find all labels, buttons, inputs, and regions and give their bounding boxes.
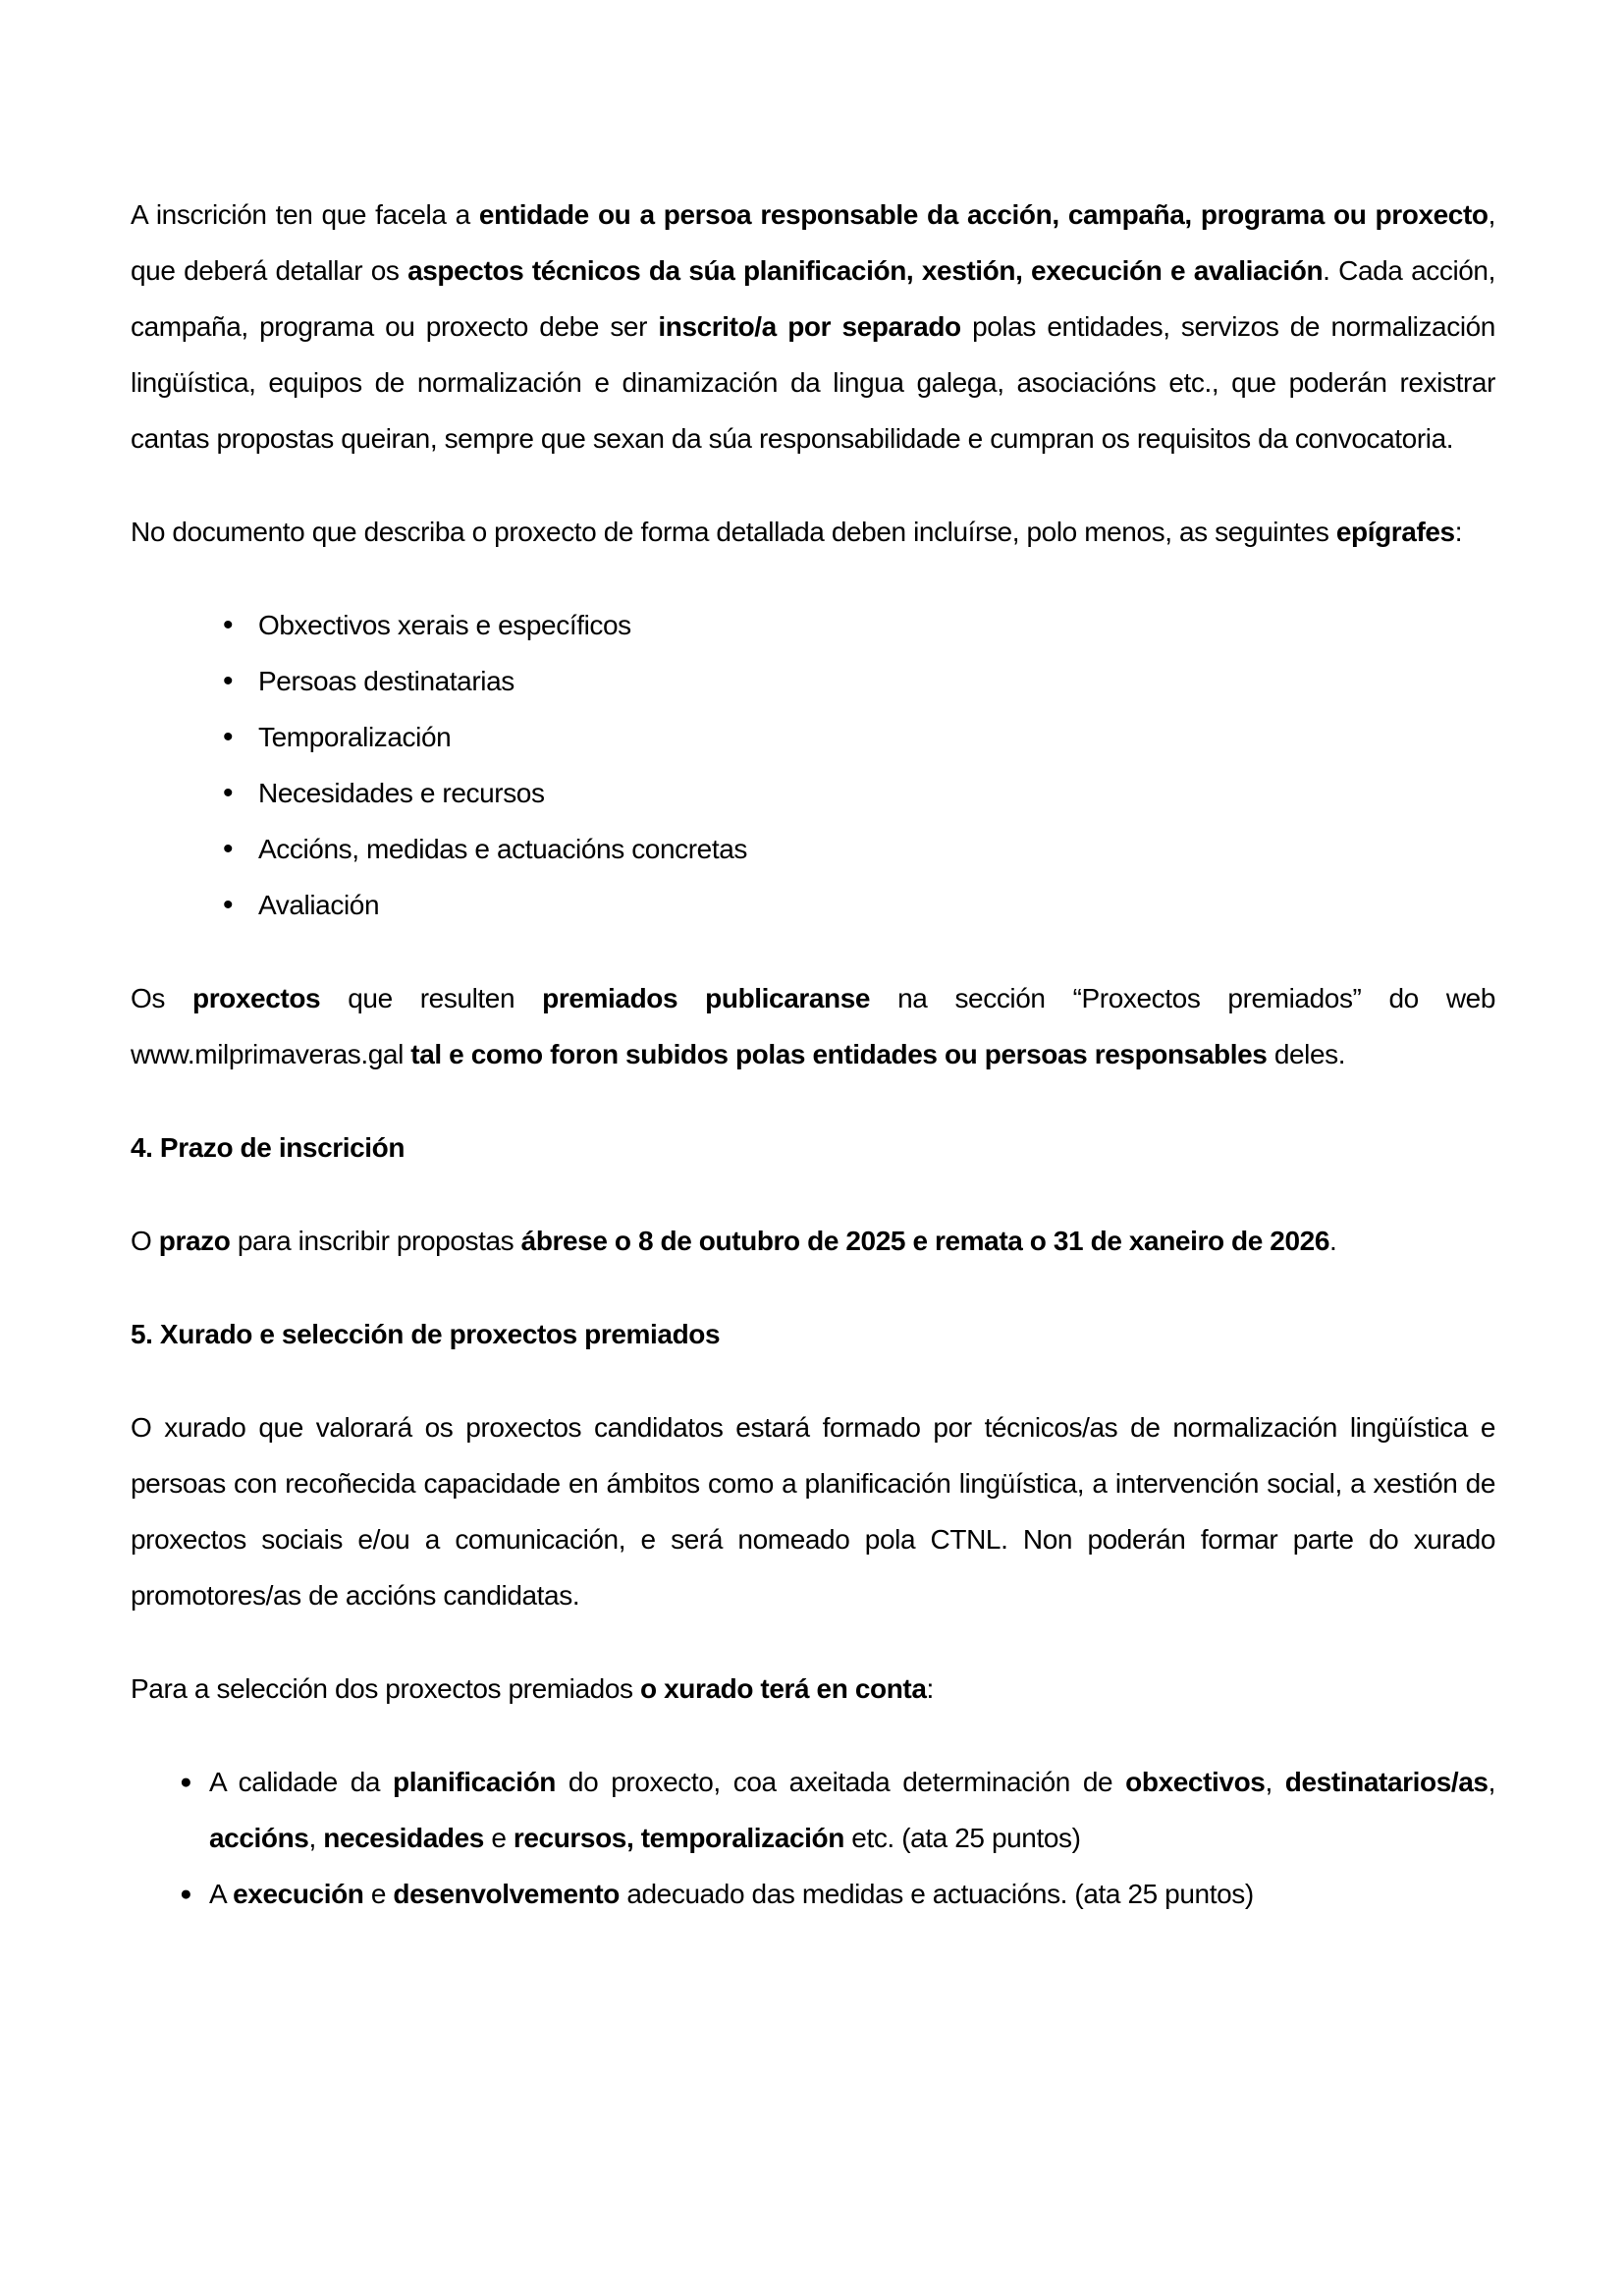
list-criterios bbox=[131, 1754, 1495, 1922]
paragraph-xurado: O xurado que valorará os proxectos candidatos estará formado por técnicos/as de normalización lingüística e persoas con recoñecida capacidade en ámbitos como a planificación lingüística, a intervención social, a xestión de proxectos sociais e/ou a comunicación, e será nomeado pola CTNL. Non poderán formar parte do xurado promotores/as de accións candidatas. bbox=[131, 1412, 1495, 1611]
paragraph-seleccion: Para a selección dos proxectos premiados o xurado terá en conta: bbox=[131, 1673, 934, 1704]
paragraph-inscricion: A inscrición ten que facela a entidade ou a persoa responsable da acción, campaña, programa ou proxecto, que deberá detallar os aspectos técnicos da súa planificación, xestión, execución e avaliación. Cada acción, campaña, programa ou proxecto debe ser inscrito/a por separado polas entidades, servizos de normalización lingüística, equipos de normalización e dinamización da lingua galega, asociacións etc., que poderán rexistrar cantas propostas queiran, sempre que sexan da súa responsabilidade e cumpran os requisitos da convocatoria. bbox=[131, 199, 1495, 454]
list-item-text: Avaliación bbox=[258, 890, 380, 920]
paragraph-prazo: O prazo para inscribir propostas ábrese o 8 de outubro de 2025 e remata o 31 de xaneiro de 2026. bbox=[131, 1226, 1337, 1256]
bullet-icon: • bbox=[223, 721, 234, 753]
list-item bbox=[180, 1866, 1495, 1922]
list-item-text: Obxectivos xerais e específicos bbox=[258, 610, 631, 640]
bullet-icon: • bbox=[223, 609, 234, 641]
list-item bbox=[223, 877, 1495, 933]
list-item bbox=[223, 821, 1495, 877]
list-item bbox=[223, 709, 1495, 765]
list-item-text: Necesidades e recursos bbox=[258, 778, 545, 808]
list-item bbox=[223, 597, 1495, 653]
list-item-text: Persoas destinatarias bbox=[258, 666, 514, 696]
list-item bbox=[223, 653, 1495, 709]
list-epigrafes bbox=[131, 597, 1495, 933]
list-item-text: Temporalización bbox=[258, 722, 452, 752]
bullet-icon: • bbox=[223, 665, 234, 697]
list-item bbox=[180, 1754, 1495, 1866]
list-item bbox=[223, 765, 1495, 821]
paragraph-documento: No documento que describa o proxecto de forma detallada deben incluírse, polo menos, as seguintes epígrafes: bbox=[131, 517, 1463, 547]
heading-prazo-inscricion: 4. Prazo de inscrición bbox=[131, 1132, 406, 1163]
bullet-icon: • bbox=[223, 833, 234, 865]
list-item-text: A execución e desenvolvemento adecuado das medidas e actuacións. (ata 25 puntos) bbox=[209, 1879, 1254, 1909]
bullet-icon: • bbox=[223, 889, 234, 921]
list-item-text: A calidade da planificación do proxecto, coa axeitada determinación de obxectivos, destinatarios/as, accións, necesidades e recursos, temporalización etc. (ata 25 puntos) bbox=[209, 1767, 1495, 1853]
heading-xurado-seleccion: 5. Xurado e selección de proxectos premiados bbox=[131, 1319, 721, 1349]
bullet-icon: • bbox=[223, 777, 234, 809]
bullet-icon: ● bbox=[180, 1771, 192, 1793]
list-item-text: Accións, medidas e actuacións concretas bbox=[258, 834, 747, 864]
paragraph-premiados: Os proxectos que resulten premiados publicaranse na sección “Proxectos premiados” do web www.milprimaveras.gal tal e como foron subidos polas entidades ou persoas responsables deles. bbox=[131, 983, 1495, 1069]
bullet-icon: ● bbox=[180, 1883, 192, 1905]
